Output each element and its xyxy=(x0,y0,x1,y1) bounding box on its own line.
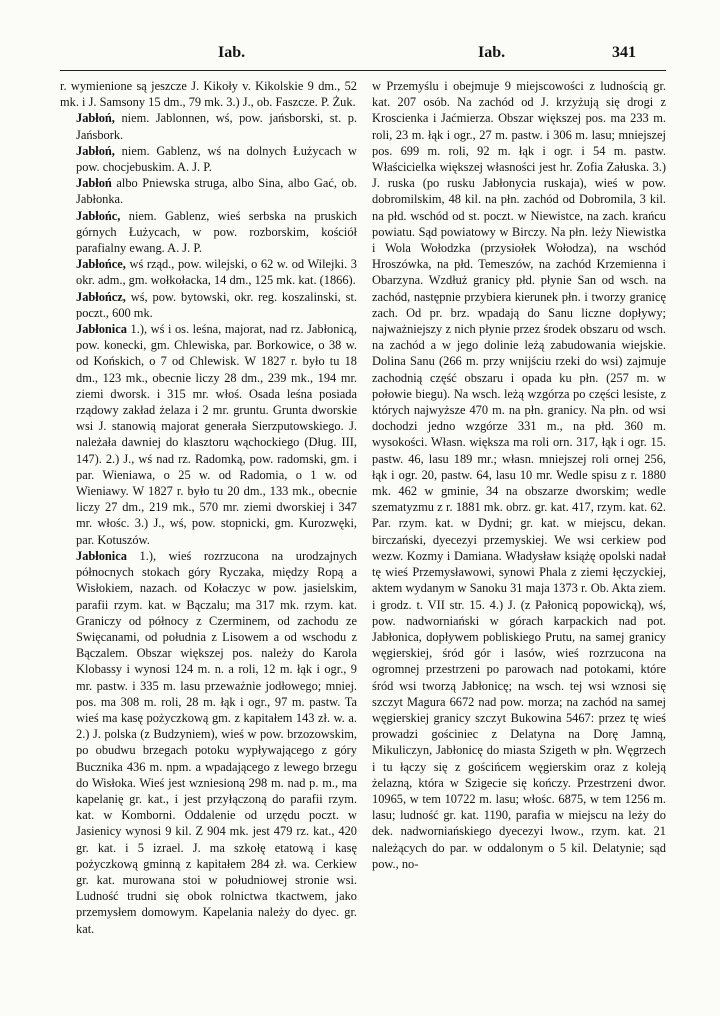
entry-text: 1.), wś i os. leśna, majorat, nad rz. Jabłonicą, pow. konecki, gm. Chlewiska, par. Borkowice, o 38 w. od Końskich, o 7 od Chlewisk. W 1827 r. było tu 18 dm., 123 mk., obecnie liczy 28 dm., 239 mk., 194 mr. ziemi dworsk. i 315 mr. włoś. Osada leśna posiada rządowy zakład żelaza i 2 mr. gruntu. Grunta dworskie wsi J. stanowią majorat generała Sierzputowskiego. J. należała dawniej do klasztoru wąchockiego (Dług. III, 147). 2.) J., wś nad rz. Radomką, pow. radomski, gm. i par. Wieniawa, o 25 w. od Radomia, o 1 w. od Wieniawy. W 1827 r. było tu 20 dm., 133 mk., obecnie liczy 27 dm., 219 mk., 570 mr. ziemi dworskiej i 347 mr. włośc. 3.) J., wś, pow. stopnicki, gm. Kurozwęki, par. Kotuszów. xyxy=(76,322,357,547)
dictionary-entry xyxy=(60,175,357,207)
entry-text: albo Pniewska struga, albo Sina, albo Gać, ob. Jabłonka. xyxy=(76,176,357,207)
entry-headword: Jabłońce, xyxy=(76,257,126,272)
entry-text: r. wymienione są jeszcze J. Kikoły v. Kikolskie 9 dm., 52 mk. i J. Samsony 15 dm., 79 mk. 3.) J., ob. Faszcze. P. Żuk. xyxy=(60,79,357,110)
entry-headword: Jabłoń xyxy=(76,176,112,191)
entry-text: 1.), wieś rozrzucona na urodzajnych północnych stokach góry Ryczaka, między Ropą a Wisłokiem, nazach. od Kołaczyc w pow. jasielskim, parafii rzym. kat. w Bączalu; ma 317 mk. rzym. kat. Graniczy od północy z Czerminem, od zachodu ze Swięcanami, od południa z Lisowem a od wschodu z Bączalem. Obszar większej pos. należy do Karola Klobassy i wynosi 124 m. n. a roli, 12 m. łąk i ogr., 9 mr. pastw. i 335 m. lasu przeważnie jodłowego; mniej. pos. ma 308 m. roli, 28 m. łąk i ogr., 97 m. pastw. Ta wieś ma kasę pożyczkową gm. z kapitałem 143 zł. w. a. 2.) J. polska (z Budzyniem), wieś w pow. brzozowskim, po obudwu brzegach potoku wypływającego z góry Bucznika 436 m. npm. a wpadającego z lewego brzegu do Wisłoka. Wieś jest wzniesioną 298 m. nad p. m., ma kapelanię gr. kat., i jest przyłączoną do parafii rzym. kat. w Komborni. Oddalenie od urzędu poczt. w Jasienicy wynosi 9 kil. Z 904 mk. jest 479 rz. kat., 420 gr. kat. i 5 izrael. J. ma szkołę etatową i kasę pożyczkową gminną z kapitałem 284 zł. wa. Cerkiew gr. kat. murowana stoi w południowej stronie wsi. Ludność trudni się obok rolnictwa tkactwem, jako przemysłem domowym. Kapelania należy do dyec. gr. kat. xyxy=(76,548,357,936)
header-rule xyxy=(60,70,666,71)
entry-text: niem. Gablenz, wieś serbska na pruskich górnych Łużycach, w pow. rozborskim, kościół parafialny ewang. A. J. P. xyxy=(76,208,357,256)
entry-text: niem. Jablonnen, wś, pow. jańsborski, st. p. Jańsbork. xyxy=(76,111,357,142)
dictionary-entry xyxy=(60,256,357,288)
entry-headword: Jabłoń, xyxy=(76,143,115,158)
entry-headword: Jabłońc, xyxy=(76,208,121,223)
dictionary-entry xyxy=(372,78,666,872)
entry-text: w Przemyślu i obejmuje 9 miejscowości z ludnością gr. kat. 207 osób. Na zachód od J. krzyżują się drogi z Kroscienka i Jaćmierza. Obszar większej pos. ma 233 m. roli, 23 m. łąk i ogr., 27 m. pastw. i 306 m. lasu; mniejszej pos. 699 m. roli, 92 m. łąk i ogr. i 54 m. pastw. Właścicielka większej własności jest hr. Zofia Załuska. 3.) J. ruska (po rusku Jabłonycia ruskaja), wieś w pow. dobromilskim, 48 kil. na płn. zachód od Dobromila, 3 kil. na płd. wschód od st. poczt. w Niewistce, na zach. krańcu powiatu. Sąd powiatowy w Birczy. Na płn. leży Niewistka i Wola Wołodzka (przysiołek Wołodza), na wschód Hroszówka, na płd. Temeszów, na zachód Krzemienna i Obarzyna. Wzdłuż granicy płd. płynie San od wsch. na zachód, następnie przybiera kierunek płn. i tworzy granicę zach. Od pr. brz. wpadają do Sanu liczne dopływy; najważniejszy z nich płynie przez środek obszaru od wsch. na zachód a w jego dolinie leżą zabudowania wiejskie. Dolina Sanu (266 m. przy wnijściu rzeki do wsi) zajmuje zachodnią część obszaru i opada ku płn. (257 m. w połowie biegu). Na wsch. leżą wzgórza po części lesiste, z których najwyższe 470 m. na płn. granicy. Na płn. od wsi dochodzi jedno wzgórze 331 m., na płd. 360 m. wysokości. Własn. większa ma roli orn. 317, łąk i ogr. 15. pastw. 46, lasu 189 mr.; własn. mniejszej roli ornej 256, łąk i ogr. 20, pastw. 64, lasu 10 mr. Wedle spisu z r. 1880 mk. 462 w gminie, 34 na obszarze dworskim; wedle szematyzmu z r. 1881 mk. obrz. gr. kat. 417, rzym. kat. 62. Par. rzym. kat. w Dydni; gr. kat. w miejscu, dekan. birczański, dyecezyi przemyskiej. We wsi cerkiew pod wezw. Kozmy i Damiana. Władysław książę opolski nadał tę wieś Przemysławowi, synowi Phala z ziemi łęczyckiej, aktem wydanym w Sanoku 31 maja 1373 r. Ob. Akta ziem. i grodz. t. VII str. 15. 4.) J. (z Pałonicą popowicką), wś, pow. nadworniański w górach karpackich nad pot. Jabłonica, dopływem pobliskiego Prutu, na samej granicy węgierskiej, śród gór i lasów, wieś rozrzucona na ogromnej przestrzeni po parowach nad potokami, które śród wsi tworzą Jabłonicę; na wsch. tej wsi wznosi się szczyt Magura 6672 nad pow. morza; na zachód na samej węgierskiej granicy szczyt Bukowina 5467: przez tę wieś prowadzi gościniec z Delatyna na Dorę Jamną, Mikuliczyn, Jabłonicę do miasta Szigeth w płn. Węgrzech i tu łączy się z gościńcem węgierskim oraz z koleją żelazną, która w Szigecie się kończy. Przestrzeni dwor. 10965, w tem 10722 m. lasu; włośc. 6875, w tem 1256 m. lasu; ludność gr. kat. 1190, parafia w miejscu na leży do dek. nadworniańskiego dyecezyi lwow., rzym. kat. 21 należących do par. w oddalonym o 5 kil. Delatynie; sąd pow., no- xyxy=(372,79,666,871)
dictionary-entry xyxy=(60,289,357,321)
left-column xyxy=(60,78,357,937)
entry-headword: Jabłoń, xyxy=(76,111,115,126)
dictionary-entry xyxy=(60,548,357,937)
entry-text: wś, pow. bytowski, okr. reg. koszalinski, st. poczt., 600 mk. xyxy=(76,289,357,320)
dictionary-entry xyxy=(60,110,357,142)
dictionary-entry xyxy=(60,143,357,175)
page-number: 341 xyxy=(612,44,636,61)
right-column xyxy=(372,78,666,872)
entry-headword: Jabłończ, xyxy=(76,289,126,304)
running-head-right: Iab. xyxy=(478,44,506,61)
entry-text: wś rząd., pow. wilejski, o 62 w. od Wilejki. 3 okr. adm., gm. wołkołacka, 14 dm., 125 mk. kat. (1866). xyxy=(76,257,357,288)
running-head-left: Iab. xyxy=(218,44,246,61)
dictionary-entry xyxy=(60,78,357,110)
entry-headword: Jabłonica xyxy=(76,322,127,337)
dictionary-entry xyxy=(60,321,357,548)
entry-text: niem. Gablenz, wś na dolnych Łużycach w pow. chocjebuskim. A. J. P. xyxy=(76,143,357,175)
dictionary-entry xyxy=(60,208,357,257)
entry-headword: Jabłonica xyxy=(76,548,127,563)
